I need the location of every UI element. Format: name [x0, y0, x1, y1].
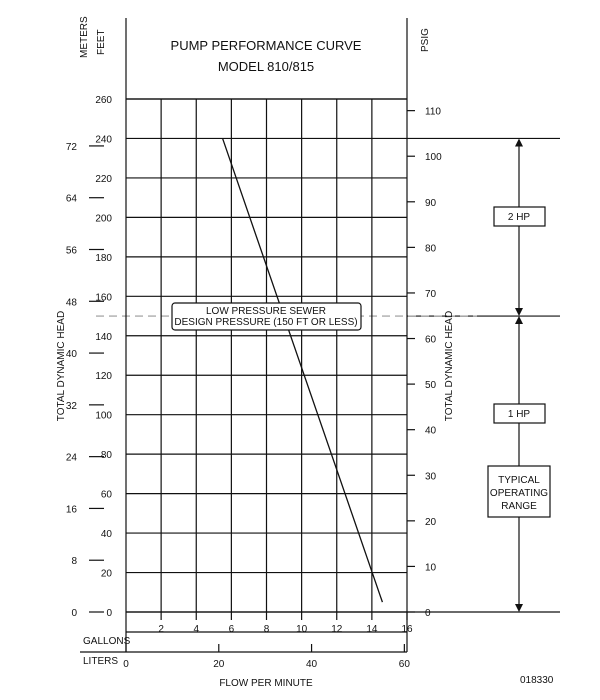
right-y-axis-title: TOTAL DYNAMIC HEAD	[444, 310, 455, 422]
design-pressure-label-line1: LOW PRESSURE SEWER	[205, 306, 327, 317]
feet-tick-label: 20	[100, 568, 112, 580]
gallons-tick-label: 4	[193, 624, 200, 635]
feet-axis-label: FEET	[96, 29, 107, 55]
feet-tick-label: 80	[100, 450, 112, 462]
hp1-label: 1 HP	[507, 409, 531, 420]
feet-tick-label: 240	[95, 134, 112, 146]
psig-tick-label: 10	[425, 562, 437, 574]
psig-tick-label: 50	[425, 380, 437, 392]
meters-tick-label: 72	[65, 141, 77, 153]
feet-tick-label: 180	[95, 252, 112, 264]
meters-tick-label: 8	[71, 556, 77, 568]
psig-tick-label: 70	[425, 288, 437, 300]
meters-tick-label: 56	[65, 245, 77, 257]
figure-code: 018330	[520, 675, 554, 686]
liters-tick-label: 40	[306, 659, 318, 670]
left-y-axis-title: TOTAL DYNAMIC HEAD	[56, 310, 67, 422]
psig-tick-label: 100	[425, 152, 442, 164]
gallons-tick-label: 8	[263, 624, 270, 635]
feet-tick-label: 220	[95, 173, 112, 185]
feet-tick-label: 200	[95, 213, 112, 225]
gallons-tick-label: 6	[228, 624, 235, 635]
psig-tick-label: 60	[425, 334, 437, 346]
typical-range-line1: TYPICAL	[498, 475, 540, 486]
liters-tick-label: 60	[398, 659, 410, 670]
feet-tick-label: 160	[95, 292, 112, 304]
feet-tick-label: 0	[106, 608, 112, 619]
meters-tick-label: 0	[71, 608, 77, 619]
hp2-label: 2 HP	[507, 212, 531, 223]
meters-axis-label: METERS	[79, 16, 90, 58]
feet-tick-label: 100	[95, 410, 112, 422]
meters-tick-label: 24	[65, 452, 77, 464]
psig-tick-label: 110	[425, 106, 441, 118]
typical-range-line3: RANGE	[501, 501, 537, 512]
psig-tick-label: 90	[425, 197, 437, 209]
chart-title: PUMP PERFORMANCE CURVE	[170, 38, 362, 53]
typical-range-line2: OPERATING	[489, 488, 549, 499]
liters-tick-label: 20	[213, 659, 225, 670]
gallons-tick-label: 2	[158, 624, 164, 635]
x-axis-title: FLOW PER MINUTE	[219, 678, 313, 689]
gallons-tick-label: 10	[296, 624, 308, 635]
gallons-tick-label: 14	[366, 624, 378, 635]
psig-axis-label: PSIG	[420, 28, 431, 52]
psig-tick-label: 20	[425, 516, 437, 528]
feet-tick-label: 260	[95, 95, 112, 106]
meters-tick-label: 32	[65, 400, 77, 412]
meters-tick-label: 40	[65, 349, 77, 361]
psig-tick-label: 40	[425, 425, 437, 437]
gallons-tick-label: 16	[401, 624, 413, 635]
feet-tick-label: 120	[95, 371, 112, 383]
gallons-tick-label: 12	[331, 624, 343, 635]
meters-tick-label: 64	[65, 193, 77, 205]
feet-tick-label: 60	[100, 489, 112, 501]
psig-tick-label: 80	[425, 243, 437, 255]
liters-tick-label: 0	[123, 659, 129, 670]
design-pressure-label-line2: DESIGN PRESSURE (150 FT OR LESS)	[174, 317, 358, 328]
gallons-axis-label: GALLONS	[83, 636, 131, 647]
chart-subtitle: MODEL 810/815	[217, 59, 315, 74]
meters-tick-label: 16	[65, 504, 77, 516]
psig-tick-label: 0	[425, 608, 431, 619]
liters-axis-label: LITERS	[83, 656, 119, 667]
meters-tick-label: 48	[65, 297, 77, 309]
feet-tick-label: 140	[95, 331, 112, 343]
psig-tick-label: 30	[425, 471, 437, 483]
feet-tick-label: 40	[100, 529, 112, 541]
